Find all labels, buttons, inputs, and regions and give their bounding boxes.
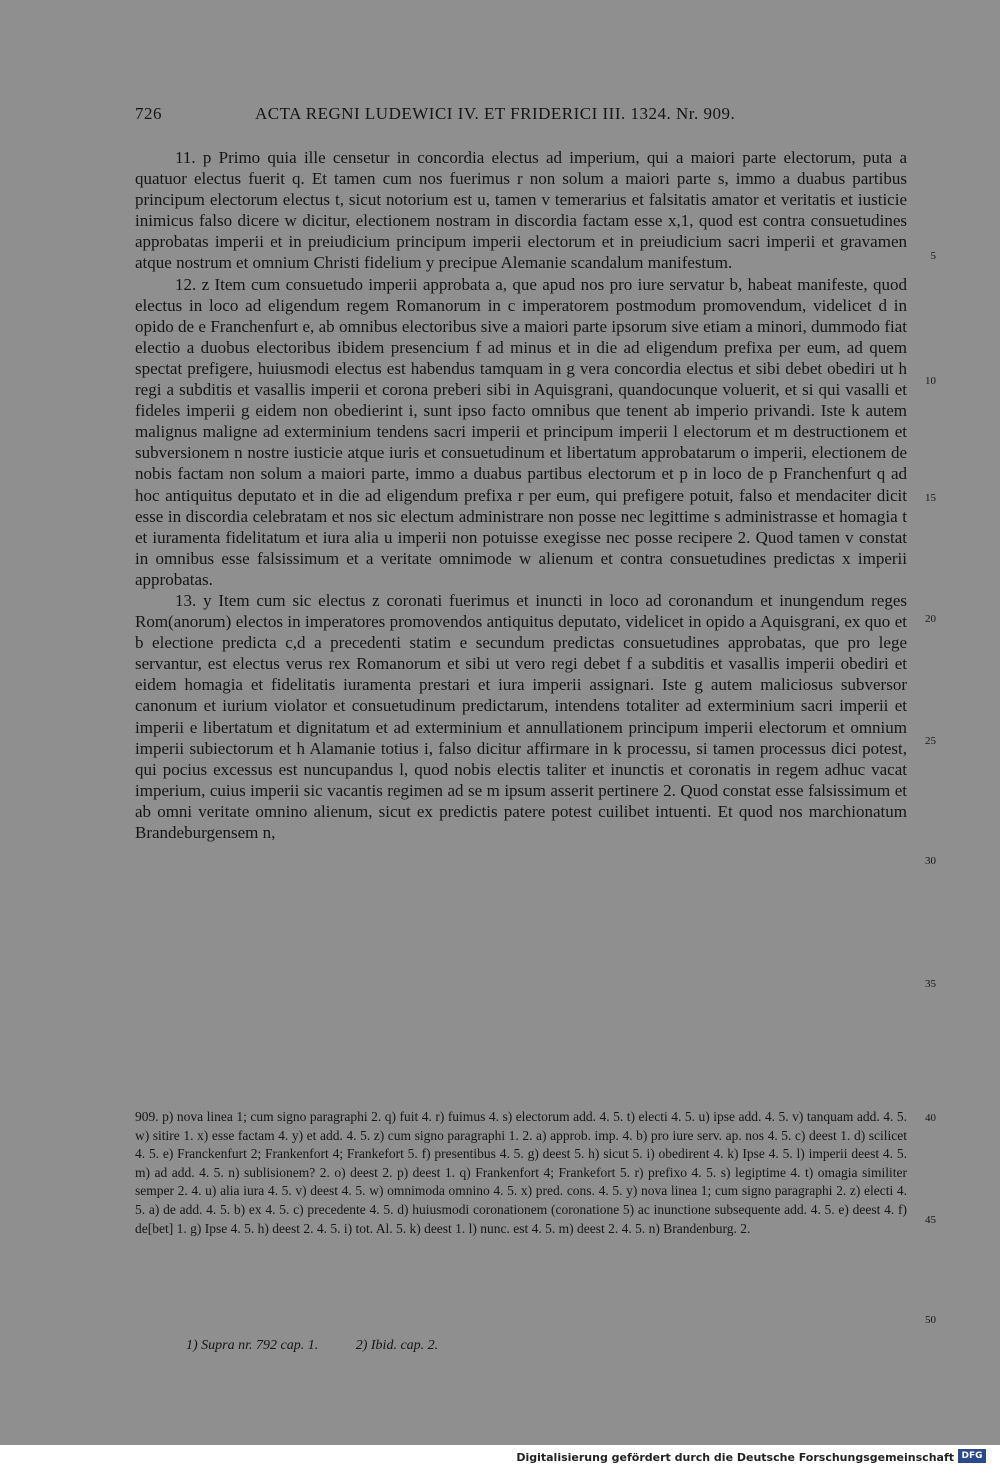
dfg-logo: DFG bbox=[958, 1449, 986, 1463]
paragraph-13: 13. y Item cum sic electus z coronati fuerimus et inuncti in loco ad coronandum et inungendum reges Rom(anorum) electos in imperatores promovendos antiquitus deputato, videlicet in opido a Aquisgrani, ex quo et b electione predicta c,d a precedenti statim e secundum predictas consuetudines approbatas, que pro lege servantur, est electus verus rex Romanorum et sibi ut vero regi debet f a subditis et vasallis imperii obediri et eidem homagia et fidelitatis iuramenta prestari et iura imperii assignari. Iste g autem maliciosus subversor canonum et iurium violator et consuetudinum predictarum, intendens totaliter ad exterminium sacri imperii et imperii e libertatum et dignitatum et ad exterminium et annullationem principum imperii electorum et omnium imperii subiectorum et h Alamanie totius i, falso dicitur affirmare in k processu, si tamen processus dici potest, qui pocius excessus est nuncupandus l, quod nobis electis taliter et inunctis et coronatis in regem adhuc vacat imperium, cuius imperii sic vacantis regimen ad se m ipsum asserit pertinere 2. Quod constat esse falsissimum et ab omni veritate omnino alienum, sicut ex predictis patere potest cuilibet intuenti. Et quod nos marchionatum Brandeburgensem n, bbox=[135, 590, 907, 842]
funding-notice: Digitalisierung gefördert durch die Deutsche Forschungsgemeinschaft bbox=[516, 1451, 954, 1464]
line-number: 30 bbox=[925, 855, 936, 867]
line-number: 10 bbox=[925, 375, 936, 387]
reference-2: 2) Ibid. cap. 2. bbox=[355, 1338, 439, 1353]
paragraph-11: 11. p Primo quia ille censetur in concordia electus ad imperium, qui a maiori parte electorum, puta a quatuor electus fuerit q. Et tamen cum nos fuerimus r non solum a maiori parte s, immo a duabus partibus principum electorum electus t, sicut notorium est u, tamen v temerarius et falsitatis amator et veritatis et iusticie inimicus falso dicere w dicitur, electionem nostram in discordia factam esse x,1, quod est contra consuetudines approbatas imperii et in preiudicium principum imperii electorum et in preiudicium sacri imperii et gravamen atque nostrum et omnium Christi fidelium y precipue Alemanie scandalum manifestum. bbox=[135, 148, 907, 273]
line-number: 20 bbox=[925, 613, 936, 625]
line-number: 35 bbox=[925, 978, 936, 990]
paragraph-12: 12. z Item cum consuetudo imperii approbata a, que apud nos pro iure servatur b, habeat manifeste, quod electus in loco ad eligendum regem Romanorum in c imperatorem postmodum promovendum, videlicet d in opido de e Franchenfurt e, ab omnibus electoribus sive a maiori parte ipsorum sive etiam a minori, dummodo fiat electio a duobus electoribus ibidem presencium f ad minus et in die ad eligendum prefixa per eum, ad quem spectat prefigere, huiusmodi electus est habendus tamquam in g vera concordia electus et sibi debet obediri ut h regi a subditis et vasallis imperii et corona preberi sibi in Aquisgrani, quandocunque voluerit, et si qui vasalli et fideles imperii g eidem non obedierint i, sunt ipso facto omnibus que tenent ab imperio privandi. Iste k autem malignus maligne ad exterminium tendens sacri imperii et principum imperii l electorum et m destructionem et subversionem n nostre iusticie atque iuris et consuetudinum et libertatum approbatarum o imperii, electionem de nobis factam non solum a maiori parte, immo a duabus partibus electorum et p in loco de p Franchenfurt q ad hoc antiquitus deputato et in die ad eligendum prefixa r per eum, qui prefigere potuit, falso et mendaciter dicit esse in discordia celebratam et nos sic electum administrare non posse nec legittime s administrasse et homagia t et iuramenta fidelitatum et iura alia u imperii non potuisse exegisse nec posse recipere 2. Quod tamen v constat in omnibus esse falsissimum et a veritate omnimode w alienum et contra consuetudines predictas x imperii approbatas. bbox=[135, 274, 907, 589]
main-text bbox=[135, 147, 907, 843]
line-number: 25 bbox=[925, 735, 936, 747]
reference-1: 1) Supra nr. 792 cap. 1. bbox=[186, 1338, 319, 1353]
critical-apparatus: 909. p) nova linea 1; cum signo paragraphi 2. q) fuit 4. r) fuimus 4. s) electorum add. 4. 5. t) electi 4. 5. u) ipse add. 4. 5. v) tanquam add. 4. 5. w) sitire 1. x) esse factam 4. y) et add. 4. 5. z) cum signo paragraphi 1. 2. a) approb. imp. 4. b) pro iure serv. ap. nos 4. 5. c) deest 1. d) scilicet 4. 5. e) Franckenfurt 2; Frankenfort 4; Frankefort 5. f) presentibus 4. 5. g) deest 5. h) sicut 5. i) obedirent 4. k) Ipse 4. 5. l) imperii deest 4. 5. m) ad add. 4. 5. n) sublisionem? 2. o) deest 2. p) deest 1. q) Frankenfort 4; Frankefort 5. r) prefixo 4. 5. s) legiptime 4. t) omagia similiter semper 2. 4. u) alia iura 4. 5. v) deest 4. 5. w) omnimoda omnino 4. 5. x) pred. cons. 4. 5. y) nova linea 1; cum signo paragraphi 2. z) electi 4. 5. a) de add. 4. 5. b) ex 4. 5. c) precedente 4. 5. d) huiusmodi coronationem (coronatione 5) ac inunctione subsequente add. 4. 5. e) deest 4. f) de[bet] 1. g) Ipse 4. 5. h) deest 2. 4. 5. i) tot. Al. 5. k) deest 1. l) nunc. est 4. 5. m) deest 2. 4. 5. n) Brandenburg. 2. bbox=[135, 1109, 907, 1236]
running-title: ACTA REGNI LUDEWICI IV. ET FRIDERICI III. 1324. Nr. 909. bbox=[255, 104, 736, 123]
line-number: 5 bbox=[930, 250, 936, 262]
line-number: 50 bbox=[925, 1314, 936, 1326]
line-number: 15 bbox=[925, 492, 936, 504]
source-references bbox=[186, 1338, 472, 1354]
line-number: 45 bbox=[925, 1214, 936, 1226]
page-number: 726 bbox=[135, 104, 162, 123]
line-number: 40 bbox=[925, 1112, 936, 1124]
